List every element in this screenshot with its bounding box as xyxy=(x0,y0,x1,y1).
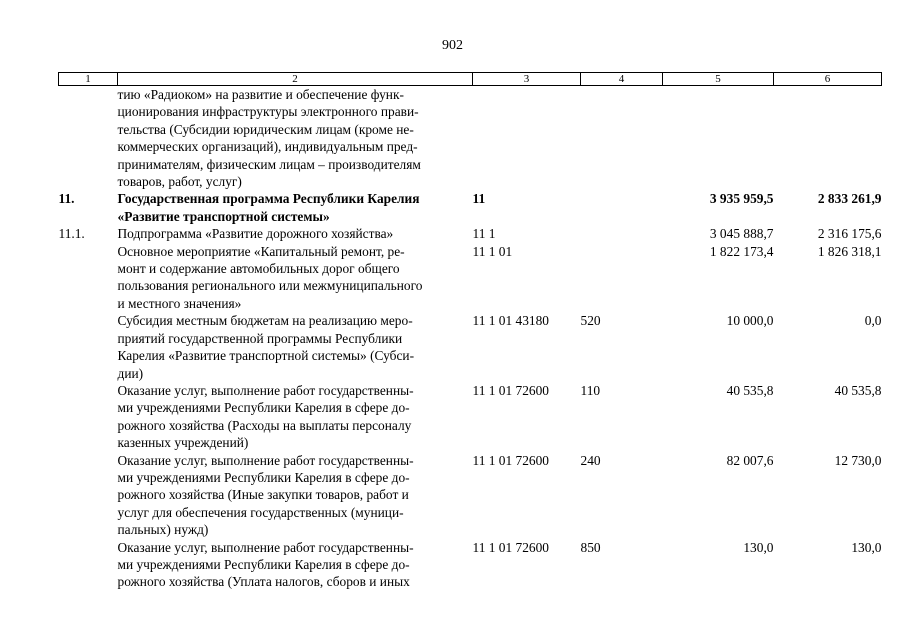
column-header: 1 xyxy=(59,73,118,86)
row-code: 11 1 01 43180 xyxy=(472,313,549,329)
row-amount-2: 130,0 xyxy=(851,539,882,555)
row-amount-1: 3 045 888,7 xyxy=(709,226,774,242)
row-name: Оказание услуг, выполнение работ государственны- ми учреждениями Республики Карелия в сфере до- рожного хозяйства (Иные закупки товаров, работ и услуг для обеспечения государственных (муници- пальных) нужд) xyxy=(117,452,414,538)
table-row xyxy=(59,190,882,225)
row-code xyxy=(473,86,581,191)
row-amount-2: 0,0 xyxy=(864,313,882,329)
table-row xyxy=(59,452,882,539)
table-row xyxy=(59,539,882,591)
row-expense-type xyxy=(581,86,663,191)
table-body xyxy=(59,86,882,591)
row-expense-type xyxy=(581,243,663,313)
row-amount-2: 2 833 261,9 xyxy=(817,191,882,207)
row-code: 11 1 01 xyxy=(472,243,513,259)
row-code: 11 1 xyxy=(472,226,496,242)
column-header: 6 xyxy=(774,73,882,86)
row-expense-type: 110 xyxy=(580,382,601,398)
table-row xyxy=(59,312,882,382)
column-header: 4 xyxy=(581,73,663,86)
row-expense-type: 240 xyxy=(580,452,601,468)
row-amount-2 xyxy=(774,86,882,191)
table-row xyxy=(59,225,882,242)
row-number: 11.1. xyxy=(58,226,85,242)
column-header: 3 xyxy=(473,73,581,86)
row-amount-2: 40 535,8 xyxy=(834,382,882,398)
row-expense-type: 520 xyxy=(580,313,601,329)
row-name: Государственная программа Республики Карелия «Развитие транспортной системы» xyxy=(117,191,420,224)
row-expense-type xyxy=(581,225,663,242)
row-amount-1 xyxy=(663,86,774,191)
row-expense-type xyxy=(581,190,663,225)
column-header: 2 xyxy=(118,73,473,86)
table-row xyxy=(59,86,882,191)
column-header: 5 xyxy=(663,73,774,86)
row-name: Оказание услуг, выполнение работ государственны- ми учреждениями Республики Карелия в сфере до- рожного хозяйства (Уплата налогов, сборов и иных xyxy=(117,539,414,590)
row-amount-2: 1 826 318,1 xyxy=(817,243,882,259)
row-expense-type: 850 xyxy=(580,539,601,555)
row-number xyxy=(59,86,118,191)
row-amount-1: 82 007,6 xyxy=(726,452,774,468)
table-header-row xyxy=(59,73,882,86)
table-row xyxy=(59,243,882,313)
row-code: 11 xyxy=(472,191,486,207)
row-name: Подпрограмма «Развитие дорожного хозяйства» xyxy=(117,226,394,242)
row-amount-1: 3 935 959,5 xyxy=(709,191,774,207)
row-name: Оказание услуг, выполнение работ государственны- ми учреждениями Республики Карелия в сфере до- рожного хозяйства (Расходы на выплаты персоналу казенных учреждений) xyxy=(117,382,414,451)
row-amount-2: 2 316 175,6 xyxy=(817,226,882,242)
row-name: Основное мероприятие «Капитальный ремонт, ре- монт и содержание автомобильных дорог общего пользования регионального или межмуниципального и местного значения» xyxy=(117,243,423,311)
row-number xyxy=(59,452,118,539)
row-amount-1: 1 822 173,4 xyxy=(709,243,774,259)
row-number xyxy=(59,382,118,452)
row-amount-1: 40 535,8 xyxy=(726,382,774,398)
budget-table xyxy=(58,72,882,591)
row-number xyxy=(59,243,118,313)
page-number: 902 xyxy=(442,38,463,53)
row-amount-1: 130,0 xyxy=(743,539,774,555)
row-number xyxy=(59,539,118,591)
table-row xyxy=(59,382,882,452)
row-amount-2: 12 730,0 xyxy=(834,452,882,468)
row-name: Субсидия местным бюджетам на реализацию меро- приятий государственной программы Республики Карелия «Развитие транспортной системы» (Субси- дии) xyxy=(117,313,415,381)
row-code: 11 1 01 72600 xyxy=(472,452,549,468)
row-number xyxy=(59,312,118,382)
row-name: тию «Радиоком» на развитие и обеспечение функ- ционирования инфраструктуры электронного прави- тельства (Субсидии юридическим лицам (кроме не- коммерческих организаций), индивидуальным пред- принимателям, физическим лицам – производителям товаров, работ, услуг) xyxy=(117,87,421,190)
row-number: 11. xyxy=(58,191,75,207)
row-code: 11 1 01 72600 xyxy=(472,539,549,555)
row-amount-1: 10 000,0 xyxy=(726,313,774,329)
row-code: 11 1 01 72600 xyxy=(472,382,549,398)
